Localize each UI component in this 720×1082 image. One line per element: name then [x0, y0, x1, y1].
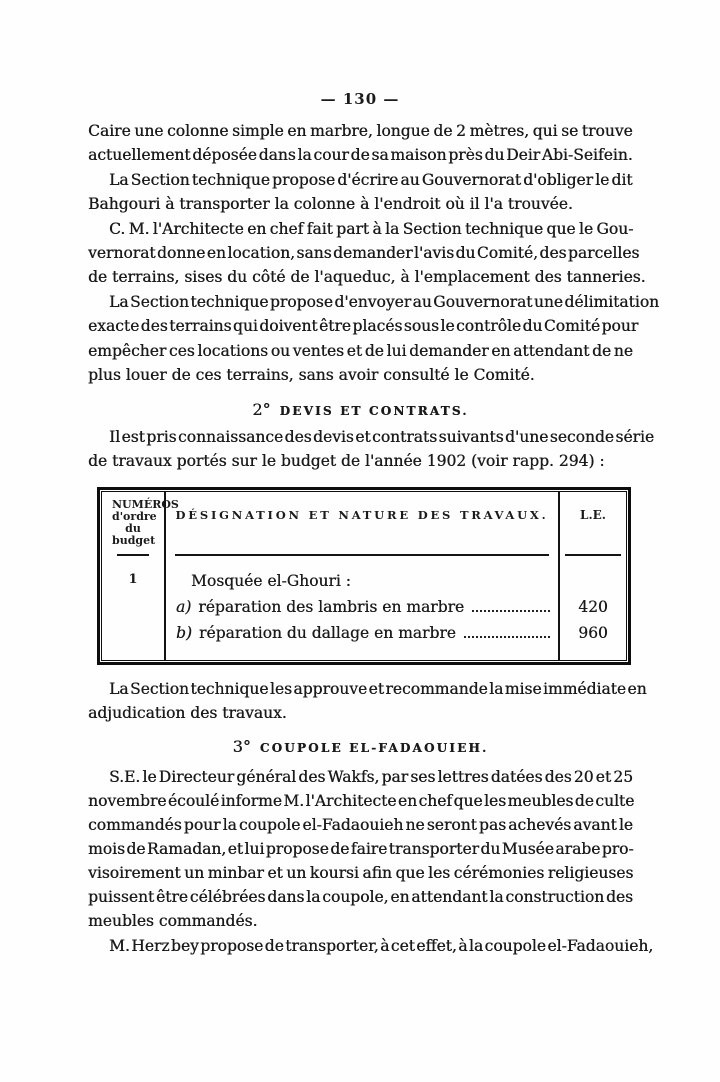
- section-title: DEVIS ET CONTRATS.: [279, 404, 469, 418]
- item-text: réparation du dallage en marbre: [198, 624, 456, 642]
- amount-value: 420: [578, 598, 608, 616]
- work-title: Mosquée el-Ghouri :: [191, 572, 351, 590]
- table-outer-border: [97, 487, 631, 665]
- page-number: — 130 —: [320, 90, 400, 108]
- dot-leader: [464, 636, 550, 638]
- table-row-designation: [166, 556, 560, 660]
- work-item: [176, 594, 552, 620]
- item-text: réparation des lambris en marbre: [198, 598, 465, 616]
- section-heading-devis: [88, 400, 633, 419]
- paragraph: S.E. le Directeur général des Wakfs, par ses lettres datées des 20 et 25 novembre écoulé informe M. l'Architecte en chef que les meubles de culte commandés pour la coupole el-Fadaouieh ne seront pas achevés avant le mois de Ramadan, et lui propose de faire transporter du Musée arabe pro- visoirement un minbar et un koursi afin que les cérémonies religieuses puissent être célébrées dans la coupole, en attendant la construction des meubles commandés.: [88, 768, 635, 930]
- paragraph: La Section technique les approuve et recommande la mise immédiate en adjudication des travaux.: [88, 680, 647, 723]
- table-header-numeros: NUMÉROS d'ordre du budget: [102, 492, 166, 556]
- paragraph: M. Herz bey propose de transporter, à cet effet, à la coupole el-Fadaouieh,: [109, 937, 654, 955]
- work-item: [176, 620, 552, 646]
- table-header-designation: DÉSIGNATION ET NATURE DES TRAVAUX.: [166, 492, 560, 556]
- paragraph: Caire une colonne simple en marbre, longue de 2 mètres, qui se trouve actuellement déposée dans la cour de sa maison près du Deir Abi-Seifein.: [88, 122, 633, 165]
- paragraph: La Section technique propose d'envoyer au Gouvernorat une délimitation exacte des terrains qui doivent être placés sous le contrôle du Comité pour empêcher ces locations ou ventes et de lui demander en attendant de ne plus louer de ces terrains, sans avoir consulté le Comité.: [88, 292, 660, 385]
- paragraph: La Section technique propose d'écrire au Gouvernorat d'obliger le dit Bahgouri à transporter la colonne à l'endroit où il l'a trouvée.: [88, 170, 633, 214]
- table-inner-border: [101, 491, 627, 661]
- section-number: 3°: [232, 737, 251, 756]
- table-header-le: L.E.: [560, 492, 626, 556]
- dot-leader: [472, 610, 550, 612]
- item-letter: a): [176, 598, 192, 616]
- item-letter: b): [176, 624, 192, 642]
- section-heading-coupole: [88, 737, 633, 756]
- amount-value: 960: [578, 624, 608, 642]
- paragraph: C. M. l'Architecte en chef fait part à la Section technique que le Gou- vernorat donne en location, sans demander l'avis du Comité, des parcelles de terrains, sises du côté de l'aqueduc, à l'emplacement des tanneries.: [88, 219, 646, 287]
- budget-table: [97, 487, 631, 665]
- section-number: 2°: [252, 400, 271, 419]
- table-row-amounts: [560, 556, 626, 660]
- paragraph: Il est pris connaissance des devis et contrats suivants d'une seconde série de travaux portés sur le budget de l'année 1902 (voir rapp. 294) :: [88, 428, 655, 471]
- body-text-top: [88, 119, 660, 387]
- section-title: COUPOLE EL-FADAOUIEH.: [259, 741, 489, 755]
- table-row-number: 1: [102, 556, 166, 660]
